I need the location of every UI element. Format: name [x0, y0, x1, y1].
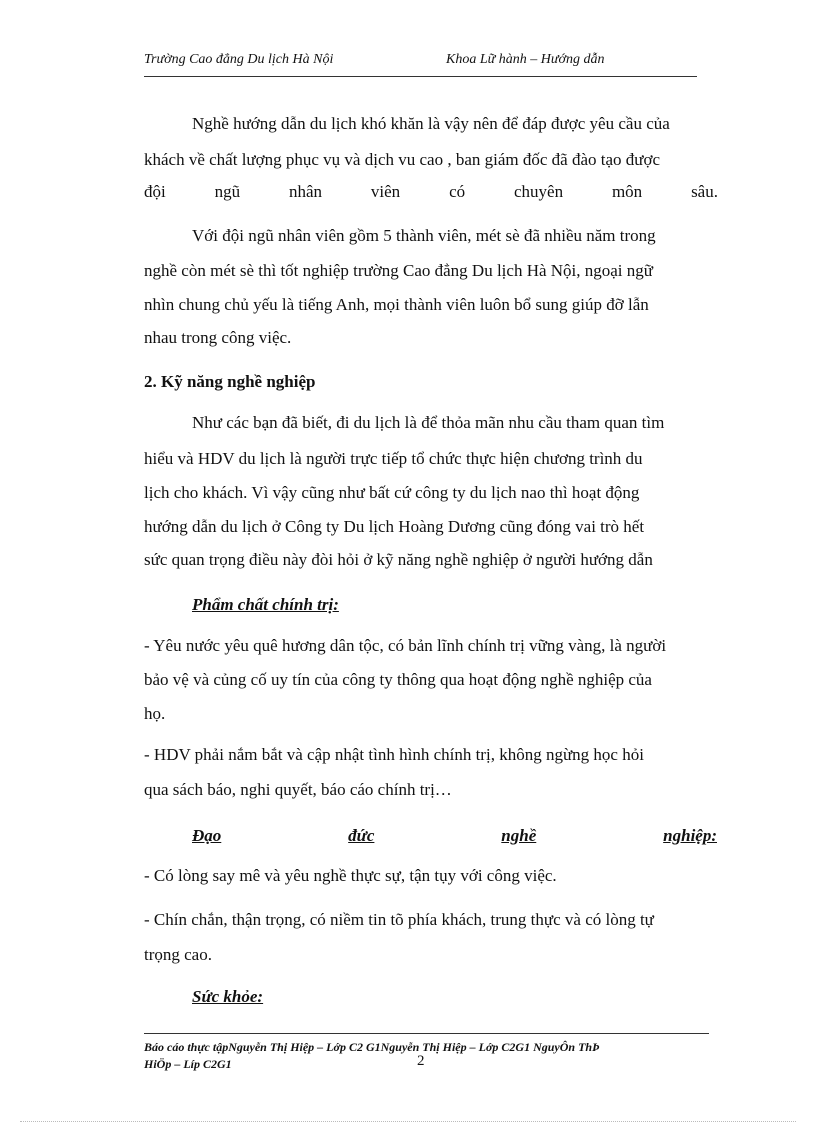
paragraph-2-line-2: nghề còn mét sè thì tốt nghiệp trường Cao đẳng Du lịch Hà Nội, ngoại ngữ: [144, 261, 653, 280]
section-heading: 2. Kỹ năng nghề nghiệp: [144, 372, 316, 391]
political-item-2-line-2: qua sách báo, nghi quyết, báo cáo chính trị…: [144, 780, 452, 799]
word: sâu.: [691, 182, 718, 201]
ethics-item-1: - Có lòng say mê và yêu nghề thực sự, tận tụy với công việc.: [144, 866, 557, 885]
political-item-2-line-1: - HDV phải nắm bắt và cập nhật tình hình chính trị, không ngừng học hỏi: [144, 745, 644, 764]
subheading-health: Sức khỏe:: [192, 987, 264, 1006]
word: đội: [144, 182, 166, 201]
ethics-item-2-line-1: - Chín chắn, thận trọng, có niềm tin tõ phía khách, trung thực và có lòng tự: [144, 910, 654, 929]
section-paragraph-line-2: hiểu và HDV du lịch là người trực tiếp tổ chức thực hiện chương trình du: [144, 449, 643, 468]
paragraph-1-line-2: khách về chất lượng phục vụ và dịch vu cao , ban giám đốc đã đào tạo được: [144, 150, 661, 169]
word: đức: [348, 826, 375, 845]
word: nghề: [501, 826, 537, 845]
political-item-1-line-3: họ.: [144, 704, 166, 723]
section-paragraph-line-4: hướng dẫn du lịch ở Công ty Du lịch Hoàng Dương cũng đóng vai trò hết: [144, 517, 645, 536]
header-divider: [144, 76, 697, 77]
ethics-item-2-line-2: trọng cao.: [144, 945, 212, 964]
paragraph-2-line-3: nhìn chung chủ yếu là tiếng Anh, mọi thành viên luôn bổ sung giúp đỡ lẫn: [144, 295, 649, 314]
political-item-1-line-1: - Yêu nước yêu quê hương dân tộc, có bản lĩnh chính trị vững vàng, là người: [144, 636, 667, 655]
section-paragraph-line-3: lịch cho khách. Vì vậy cũng như bất cứ công ty du lịch nao thì hoạt động: [144, 483, 640, 502]
word: môn: [611, 182, 643, 201]
word: ngũ: [214, 182, 241, 201]
subheading-political: Phẩm chất chính trị:: [192, 595, 339, 614]
header-department: Khoa Lữ hành – Hướng dẫn: [446, 52, 605, 67]
political-item-1-line-2: bảo vệ và củng cố uy tín của công ty thông qua hoạt động nghề nghiệp của: [144, 670, 652, 689]
footer-line-2: HiÖp – Líp C2G1: [144, 1057, 232, 1071]
section-paragraph-line-5: sức quan trọng điều này đòi hỏi ở kỹ năng nghề nghiệp ở người hướng dẫn: [144, 550, 653, 569]
word: Đạo: [192, 826, 222, 845]
page-number: 2: [417, 1053, 425, 1069]
word: có: [449, 182, 466, 201]
paragraph-1-line-3: [144, 182, 718, 202]
word: chuyên: [513, 182, 564, 201]
header-school-name: Trường Cao đẳng Du lịch Hà Nội: [144, 52, 334, 67]
word: nhân: [288, 182, 323, 201]
word: nghiệp:: [663, 826, 717, 845]
footer-line-1: Báo cáo thực tậpNguyễn Thị Hiệp – Lớp C2 G1Nguyễn Thị Hiệp – Lớp C2G1 NguyÔn ThÞ: [144, 1040, 600, 1054]
footer-divider: [144, 1033, 709, 1034]
paragraph-2-line-1: Với đội ngũ nhân viên gồm 5 thành viên, mét sè đã nhiều năm trong: [192, 226, 656, 245]
paragraph-1-line-1: Nghề hướng dẫn du lịch khó khăn là vậy nên để đáp được yêu cầu của: [192, 114, 670, 133]
word: viên: [370, 182, 401, 201]
section-paragraph-line-1: Như các bạn đã biết, đi du lịch là để thỏa mãn nhu cầu tham quan tìm: [192, 413, 665, 432]
subheading-ethics: [192, 826, 717, 846]
paragraph-2-line-4: nhau trong công việc.: [144, 328, 292, 347]
page-edge: [20, 1121, 796, 1122]
